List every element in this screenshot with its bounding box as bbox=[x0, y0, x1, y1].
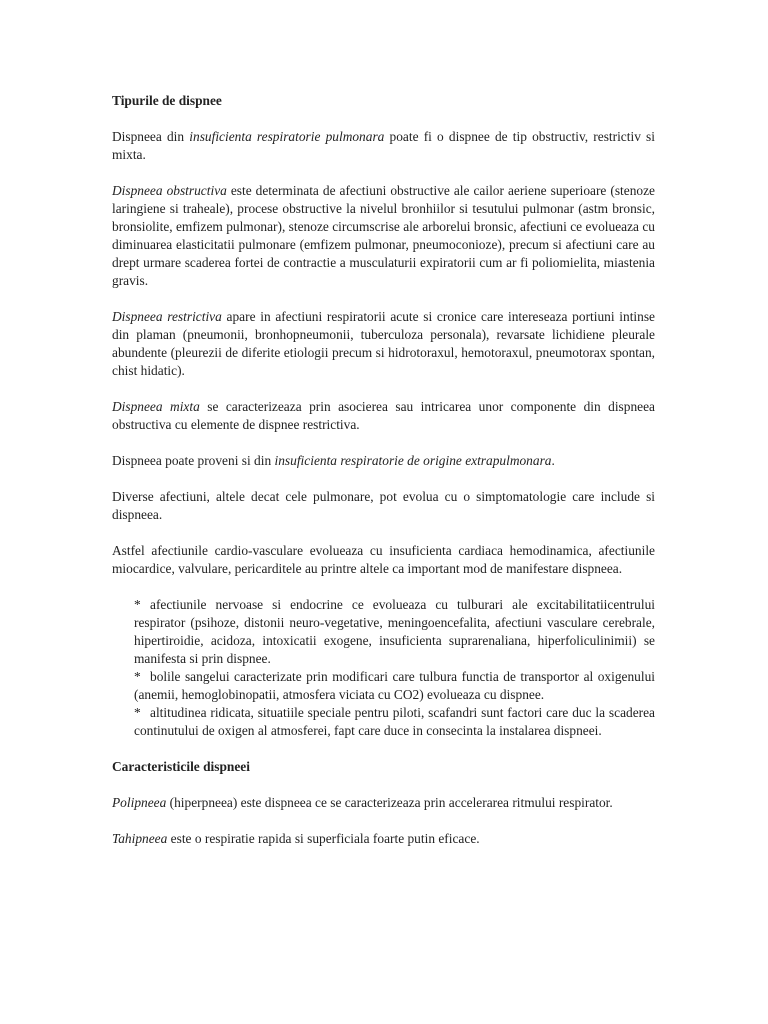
bullet-text: bolile sangelui caracterizate prin modificari care tulbura functia de transportor al oxigenului (anemii, hemoglobinopatii, atmosfera viciata cu CO2) evolueaza cu dispnee. bbox=[134, 669, 655, 702]
text-span: este determinata de afectiuni obstructive ale cailor aeriene superioare (stenoze laringiene si traheale), procese obstructive la nivelul bronhiilor si tesutului pulmonar (astm bronsic, bronsiolite, emfizem pulmonar), stenoze circumscrise ale arborelui bronsic, afectiuni ce evolueaza cu diminuarea elasticitatii pulmonare (emfizem pulmonar, pneumoconioze), precum si afectiuni care au drept urmare scaderea fortei de contractie a musculaturii expiratorii cum ar fi poliomielita, miastenia gravis. bbox=[112, 183, 655, 288]
paragraph-extrapulmonary bbox=[112, 452, 655, 470]
italic-term: Polipneea bbox=[112, 795, 167, 810]
italic-term: Dispneea restrictiva bbox=[112, 309, 222, 324]
bullet-list bbox=[112, 596, 655, 740]
list-item bbox=[112, 668, 655, 704]
text-span: . bbox=[551, 453, 555, 468]
text-span: Dispneea din bbox=[112, 129, 190, 144]
text-span: (hiperpneea) este dispneea ce se caracterizeaza prin accelerarea ritmului respirator. bbox=[166, 795, 613, 810]
bullet-marker: * bbox=[134, 669, 141, 684]
paragraph-cardio: Astfel afectiunile cardio-vasculare evolueaza cu insuficienta cardiaca hemodinamica, afectiunile miocardice, valvulare, pericarditele au printre altele ca important mod de manifestare dispneea. bbox=[112, 543, 655, 576]
section-heading-types: Tipurile de dispnee bbox=[112, 93, 222, 108]
italic-term: insuficienta respiratorie de origine extrapulmonara bbox=[274, 453, 552, 468]
list-item bbox=[112, 596, 655, 668]
text-span: poate fi o dispnee de tip obstructiv, restrictiv si mixta. bbox=[112, 129, 655, 162]
italic-term: Tahipneea bbox=[112, 831, 168, 846]
text-span: apare in afectiuni respiratorii acute si cronice care intereseaza portiuni intinse din plaman (pneumonii, bronhopneumonii, tuberculoza personala), revarsate lichidiene pleurale abundente (pleurezii de diferite etiologii precum si hidrotoraxul, hemotoraxul, pneumotorax spontan, chist hidatic). bbox=[112, 309, 655, 378]
text-span: se caracterizeaza prin asocierea sau intricarea unor componente din dispneea obstructiva cu elemente de dispnee restrictiva. bbox=[112, 399, 655, 432]
paragraph-mixed bbox=[112, 398, 655, 434]
bullet-marker: * bbox=[134, 597, 141, 612]
list-item bbox=[112, 704, 655, 740]
paragraph-obstructive bbox=[112, 182, 655, 290]
paragraph-diverse: Diverse afectiuni, altele decat cele pulmonare, pot evolua cu o simptomatologie care include si dispneea. bbox=[112, 489, 655, 522]
italic-term: insuficienta respiratorie pulmonara bbox=[189, 129, 385, 144]
text-span: Dispneea poate proveni si din bbox=[112, 453, 275, 468]
paragraph-intro bbox=[112, 128, 655, 164]
text-span: este o respiratie rapida si superficiala foarte putin eficace. bbox=[167, 831, 480, 846]
paragraph-restrictive bbox=[112, 308, 655, 380]
bullet-text: altitudinea ridicata, situatiile speciale pentru piloti, scafandri sunt factori care duc la scaderea continutului de oxigen al atmosferei, fapt care duce in consecinta la instalarea dispneei. bbox=[134, 705, 655, 738]
section-heading-characteristics: Caracteristicile dispneei bbox=[112, 759, 250, 774]
italic-term: Dispneea obstructiva bbox=[112, 183, 227, 198]
document-page bbox=[112, 92, 655, 866]
paragraph-tahipnee bbox=[112, 830, 655, 848]
bullet-text: afectiunile nervoase si endocrine ce evolueaza cu tulburari ale excitabilitatiicentrului respirator (psihoze, distonii neuro-vegetative, meningoencefalita, afectiuni vasculare cerebrale, hipertiroidie, acidoza, intoxicatii exogene, insuficienta suprarenaliana, hiperfoliculinimii) se manifesta si prin dispnee. bbox=[134, 597, 655, 666]
bullet-marker: * bbox=[134, 705, 141, 720]
italic-term: Dispneea mixta bbox=[112, 399, 200, 414]
paragraph-polipnee bbox=[112, 794, 655, 812]
